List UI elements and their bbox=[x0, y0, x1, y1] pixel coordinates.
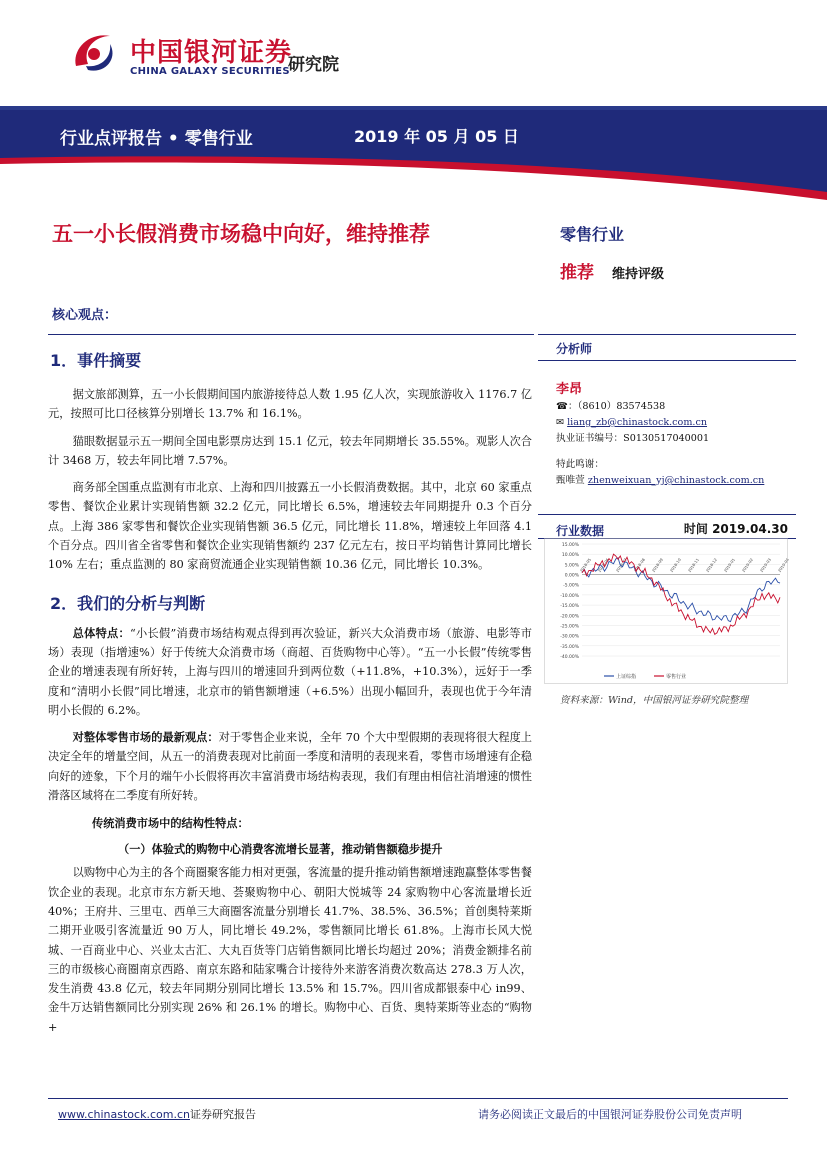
thanks-email-link[interactable]: zhenweixuan_yj@chinastock.com.cn bbox=[587, 475, 765, 486]
overall-text: “小长假”消费市场结构观点得到再次验证，新兴大众消费市场（旅游、电影等市场）表现（指增速%）好于传统大众消费市场（商超、百货购物中心等）。“五一小长假”传统零售企业的增速表现有所好转，上海与四川的增速回升到两位数（+11.8%，+10.3%），远好于一季度和“清明小长假”同比增速，北京市的销售额增速（+6.5%）出现小幅回升，表现也优于今年清明小长假的 6.2%。 bbox=[48, 626, 532, 717]
paragraph: 商务部全国重点监测有市北京、上海和四川披露五一小长假消费数据。其中，北京 60 家重点零售、餐饮企业累计实现销售额 32.2 亿元，同比增长 6.5%，增速较去年同期提升 0.3 个百分点。上海 386 家零售和餐饮企业实现销售额 36.5 亿元，同比增长 11.8%，增速较上年回落 4.1 个百分点。四川省全省零售和餐饮企业实现销售额约 237 亿元左右，按日平均销售计算同比增长 10% 左右；重点监测的 80 家商贸流通企业实现销售额 10.36 亿元，同比增长 10.3%。 bbox=[48, 481, 532, 572]
subsection-heading: （一）体验式的购物中心消费客流增长显著，推动销售额稳步提升 bbox=[118, 843, 443, 857]
industry-data-top-rule bbox=[538, 514, 796, 515]
main-content bbox=[48, 330, 532, 1037]
view-text: 对于零售企业来说，全年 70 个大中型假期的表现将很大程度上决定全年的增量空间，从五一的消费表现对比前面一季度和清明的表现来看，零售市场增速有企稳向好的迹象，下个月的端午小长假将再次丰富消费市场结构表现，我们有理由相信社消增速的惯性滑落区域将在二季度有所好转。 bbox=[48, 731, 532, 803]
footer-site-suffix: 证券研究报告 bbox=[189, 1108, 256, 1121]
section-heading-event-summary: 1．事件摘要 bbox=[50, 351, 142, 370]
industry-name: 零售行业 bbox=[560, 225, 625, 244]
x-tick-label: 2019-03 bbox=[758, 557, 772, 574]
x-tick-label: 2018-08 bbox=[632, 557, 646, 574]
y-tick-label: -25.00% bbox=[560, 624, 579, 630]
rating-description: 维持评级 bbox=[612, 267, 665, 282]
thanks-label: 特此鸣谢： bbox=[556, 459, 604, 470]
analyst-info bbox=[556, 378, 796, 489]
industry-data-header bbox=[556, 520, 788, 539]
thanks-name: 甄唯萱 bbox=[556, 475, 585, 486]
mail-icon: ✉ bbox=[556, 417, 565, 428]
legend-label: 上证综指 bbox=[616, 674, 637, 680]
y-tick-label: -5.00% bbox=[563, 583, 579, 589]
y-tick-label: 10.00% bbox=[561, 553, 579, 559]
logo-company-name-en: CHINA GALAXY SECURITIES bbox=[130, 66, 290, 77]
analyst-panel bbox=[556, 340, 796, 357]
logo-institute-name: 研究院 bbox=[288, 55, 339, 75]
core-view-label: 核心观点： bbox=[52, 308, 118, 323]
paragraph: 据文旅部测算，五一小长假期间国内旅游接待总人数 1.95 亿人次，实现旅游收入 1176.7 亿元，按照可比口径核算分别增长 13.7% 和 16.1%。 bbox=[48, 388, 532, 421]
analyst-label-rule bbox=[538, 360, 796, 361]
chart-source: 资料来源：Wind，中国银河证券研究院整理 bbox=[560, 695, 749, 706]
paragraph-view bbox=[48, 728, 532, 805]
section-heading-analysis: 2．我们的分析与判断 bbox=[50, 593, 206, 613]
view-label: 对整体零售市场的最新观点： bbox=[72, 730, 219, 745]
x-tick-label: 2018-09 bbox=[650, 557, 664, 574]
report-banner bbox=[0, 100, 827, 200]
y-tick-label: -20.00% bbox=[560, 614, 579, 620]
analyst-email-link[interactable]: liang_zb@chinastock.com.cn bbox=[567, 417, 708, 428]
y-tick-label: 15.00% bbox=[561, 543, 579, 548]
phone-icon: ☎ bbox=[556, 401, 568, 412]
x-tick-label: 2019-02 bbox=[740, 557, 754, 574]
overall-label: 总体特点： bbox=[72, 625, 131, 640]
banner-background bbox=[0, 100, 827, 200]
structure-label: 传统消费市场中的结构性特点： bbox=[92, 817, 249, 831]
y-tick-label: -40.00% bbox=[560, 655, 579, 660]
logo-company-name-cn: 中国银河证券 bbox=[130, 38, 293, 68]
analyst-email bbox=[556, 415, 796, 431]
y-tick-label: 5.00% bbox=[564, 563, 579, 569]
series-line bbox=[582, 554, 780, 634]
y-tick-label: 0.00% bbox=[564, 573, 579, 579]
analyst-label: 分析师 bbox=[556, 342, 593, 356]
y-tick-label: -10.00% bbox=[560, 593, 579, 599]
x-tick-label: 2019-01 bbox=[722, 557, 736, 574]
analyst-cert: 执业证书编号：S0130517040001 bbox=[556, 433, 710, 444]
report-type: 行业点评报告 • 零售行业 bbox=[60, 129, 253, 149]
analyst-top-rule bbox=[538, 334, 796, 335]
series-line bbox=[582, 558, 780, 622]
x-tick-label: 2018-11 bbox=[686, 557, 700, 574]
paragraph-overall bbox=[48, 624, 532, 720]
y-tick-label: -30.00% bbox=[560, 634, 579, 640]
x-tick-label: 2018-12 bbox=[704, 557, 718, 574]
industry-data-label: 行业数据 bbox=[556, 524, 605, 538]
footer-disclaimer: 请务必阅读正文最后的中国银河证券股份公司免责声明 bbox=[478, 1108, 742, 1121]
y-tick-label: -35.00% bbox=[560, 644, 579, 650]
galaxy-logo-icon bbox=[66, 26, 122, 82]
x-tick-label: 2018-06 bbox=[596, 557, 610, 574]
industry-chart bbox=[544, 538, 788, 684]
industry-data-time: 时间 2019.04.30 bbox=[683, 522, 788, 536]
analyst-name: 李昂 bbox=[556, 382, 583, 397]
rating: 推荐 bbox=[560, 263, 594, 283]
x-tick-label: 2018-10 bbox=[668, 557, 682, 574]
x-tick-label: 2019-04 bbox=[776, 557, 790, 574]
x-tick-label: 2018-07 bbox=[614, 557, 628, 574]
analyst-phone: ☎：（8610）83574538 bbox=[556, 401, 666, 412]
paragraph: 猫眼数据显示五一期间全国电影票房达到 15.1 亿元，较去年同期增长 35.55%。观影人次合计 3468 万，较去年同比增 7.57%。 bbox=[48, 434, 532, 467]
footer-site-link[interactable]: www.chinastock.com.cn bbox=[58, 1108, 190, 1121]
thanks-contact bbox=[556, 473, 796, 489]
footer-left bbox=[58, 1106, 256, 1122]
report-date: 2019 年 05 月 05 日 bbox=[354, 127, 519, 146]
paragraph: 以购物中心为主的各个商圈聚客能力相对更强，客流量的提升推动销售额增速跑赢整体零售餐饮企业的表现。北京市东方新天地、荟聚购物中心、朝阳大悦城等 24 家购物中心客流量增长近 40%；王府井、三里屯、西单三大商圈客流量分别增长 41.7%、38.5%、36.5%；首创奥特莱斯二期开业吸引客流量近 90 万人，同比增长 49.2%，零售额同比增长 61.8%。上海市长风大悦城、一百商业中心、兴业太古汇、大丸百货等门店销售额同比增长均超过 20%；消费金额排名前三的市级核心商圈南京西路、南京东路和陆家嘴合计接待外来游客消费次数高达 278.3 万人次，发生消费 43.8 亿元，较去年同期分别同比增长 13.5% 和 15.7%。四川省成都银泰中心 in99、金牛万达销售额同比分别实现 26% 和 26.1% 的增长。购物中心、百货、奥特莱斯等业态的“购物+ bbox=[48, 866, 532, 1034]
y-tick-label: -15.00% bbox=[560, 604, 579, 610]
footer-rule bbox=[48, 1098, 788, 1099]
chart-plot-area bbox=[545, 539, 791, 684]
legend-label: 零售行业 bbox=[666, 674, 687, 680]
report-title: 五一小长假消费市场稳中向好，维持推荐 bbox=[52, 222, 430, 246]
x-tick-label: 2018-05 bbox=[578, 557, 592, 574]
